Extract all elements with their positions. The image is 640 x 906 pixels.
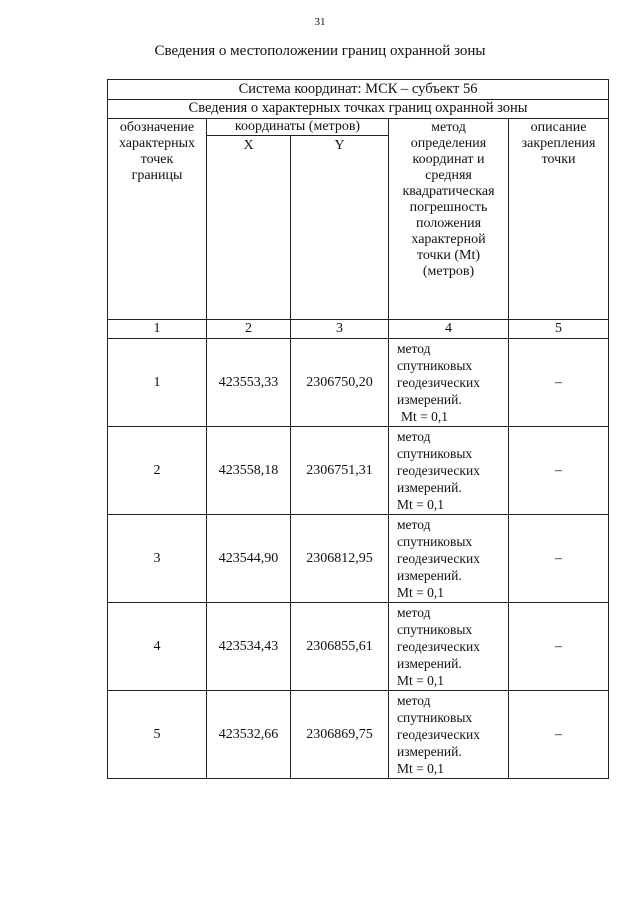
header-line: обозначение bbox=[119, 120, 195, 135]
method-line: Mt = 0,1 bbox=[397, 585, 444, 600]
method-line: геодезических bbox=[397, 375, 480, 390]
description-header bbox=[509, 119, 609, 320]
method-header bbox=[389, 119, 509, 320]
table-row bbox=[108, 691, 609, 779]
method-cell bbox=[389, 603, 509, 691]
table-row bbox=[108, 603, 609, 691]
x-value: 423558,18 bbox=[207, 427, 291, 515]
y-value: 2306812,95 bbox=[291, 515, 389, 603]
description-value: – bbox=[509, 427, 609, 515]
y-value: 2306751,31 bbox=[291, 427, 389, 515]
header-line: квадратическая bbox=[402, 184, 495, 199]
point-id: 4 bbox=[108, 603, 207, 691]
method-line: метод bbox=[397, 429, 431, 444]
point-id: 1 bbox=[108, 339, 207, 427]
method-line: метод bbox=[397, 517, 431, 532]
y-value: 2306869,75 bbox=[291, 691, 389, 779]
y-value: 2306855,61 bbox=[291, 603, 389, 691]
method-line: спутниковых bbox=[397, 534, 473, 549]
point-id: 5 bbox=[108, 691, 207, 779]
header-line: точки bbox=[541, 152, 576, 167]
header-line: закрепления bbox=[521, 136, 596, 151]
y-value: 2306750,20 bbox=[291, 339, 389, 427]
x-value: 423553,33 bbox=[207, 339, 291, 427]
method-line: спутниковых bbox=[397, 358, 473, 373]
method-line: измерений. bbox=[397, 480, 462, 495]
x-value: 423532,66 bbox=[207, 691, 291, 779]
description-value: – bbox=[509, 339, 609, 427]
header-line: характерной bbox=[411, 232, 486, 247]
method-line: измерений. bbox=[397, 744, 462, 759]
method-cell bbox=[389, 691, 509, 779]
designation-header bbox=[108, 119, 207, 320]
method-line: спутниковых bbox=[397, 446, 473, 461]
y-header: Y bbox=[291, 136, 389, 320]
description-value: – bbox=[509, 691, 609, 779]
description-value: – bbox=[509, 603, 609, 691]
method-line: геодезических bbox=[397, 463, 480, 478]
method-line: Mt = 0,1 bbox=[397, 673, 444, 688]
table-row bbox=[108, 515, 609, 603]
column-number: 3 bbox=[291, 320, 389, 339]
point-id: 3 bbox=[108, 515, 207, 603]
method-cell bbox=[389, 427, 509, 515]
boundary-points-table bbox=[107, 79, 609, 779]
table-row bbox=[108, 339, 609, 427]
method-line: метод bbox=[397, 693, 431, 708]
document-title: Сведения о местоположении границ охранной зоны bbox=[154, 43, 486, 59]
point-id: 2 bbox=[108, 427, 207, 515]
method-line: спутниковых bbox=[397, 710, 473, 725]
column-number: 4 bbox=[389, 320, 509, 339]
description-value: – bbox=[509, 515, 609, 603]
page-number: 31 bbox=[314, 16, 326, 28]
method-line: измерений. bbox=[397, 656, 462, 671]
header-line: характерных bbox=[118, 136, 196, 151]
method-line: метод bbox=[397, 605, 431, 620]
header-line: положения bbox=[415, 216, 482, 231]
x-value: 423544,90 bbox=[207, 515, 291, 603]
header-line: границы bbox=[131, 168, 183, 183]
method-cell bbox=[389, 339, 509, 427]
header-line: определения bbox=[410, 136, 487, 151]
method-line: Mt = 0,1 bbox=[401, 409, 448, 424]
header-line: метод bbox=[431, 120, 466, 135]
header-line: погрешность bbox=[409, 200, 488, 215]
x-value: 423534,43 bbox=[207, 603, 291, 691]
header-line: точки (Mt) bbox=[416, 248, 481, 263]
table-row bbox=[108, 427, 609, 515]
header-line: координат и bbox=[412, 152, 485, 167]
column-number: 2 bbox=[207, 320, 291, 339]
method-line: геодезических bbox=[397, 639, 480, 654]
header-line: (метров) bbox=[422, 264, 475, 279]
method-line: измерений. bbox=[397, 392, 462, 407]
header-line: средняя bbox=[425, 168, 472, 183]
method-line: измерений. bbox=[397, 568, 462, 583]
method-cell bbox=[389, 515, 509, 603]
method-line: Mt = 0,1 bbox=[397, 497, 444, 512]
method-line: спутниковых bbox=[397, 622, 473, 637]
method-line: Mt = 0,1 bbox=[397, 761, 444, 776]
method-line: метод bbox=[397, 341, 431, 356]
method-line: геодезических bbox=[397, 551, 480, 566]
column-number: 1 bbox=[108, 320, 207, 339]
section-heading-cell: Сведения о характерных точках границ охранной зоны bbox=[108, 100, 609, 119]
coordinates-header: координаты (метров) bbox=[207, 119, 389, 136]
coordinate-system-cell: Система координат: МСК – субъект 56 bbox=[108, 80, 609, 100]
column-number: 5 bbox=[509, 320, 609, 339]
header-line: точек bbox=[140, 152, 174, 167]
method-line: геодезических bbox=[397, 727, 480, 742]
header-line: описание bbox=[530, 120, 587, 135]
x-header: X bbox=[207, 136, 291, 320]
